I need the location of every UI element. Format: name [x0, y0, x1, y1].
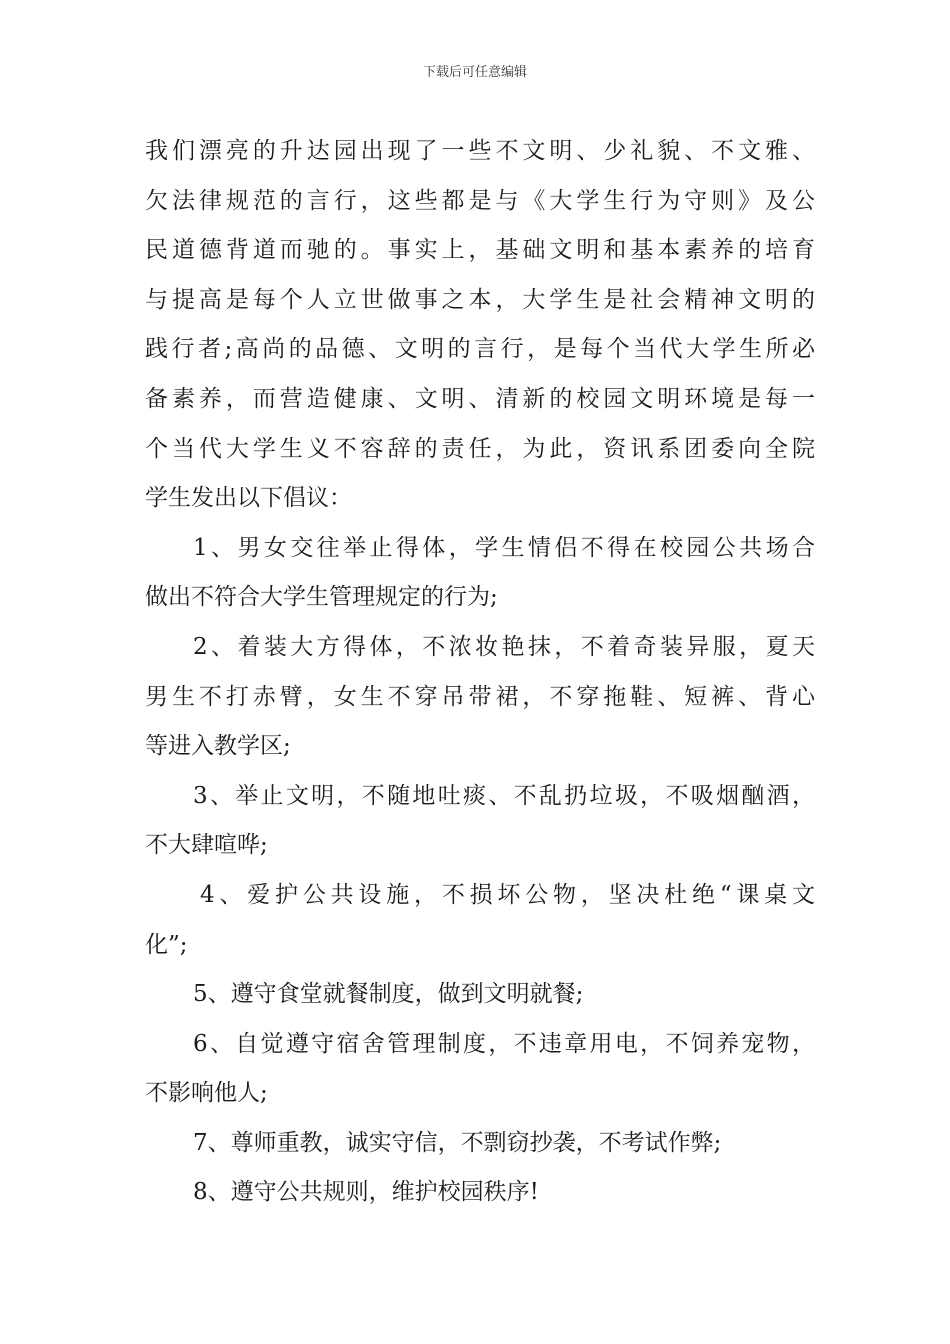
- proposal-item-4-cont: 化”;: [145, 931, 188, 958]
- proposal-item-5: 5、遵守食堂就餐制度，做到文明就餐;: [193, 981, 584, 1008]
- proposal-item-2: 2、着装大方得体，不浓妆艳抹，不着奇装异服，夏天: [193, 633, 815, 660]
- paragraph-line: 个当代大学生义不容辞的责任，为此，资讯系团委向全院: [145, 435, 815, 462]
- paragraph-line: 与提高是每个人立世做事之本，大学生是社会精神文明的: [145, 286, 815, 313]
- page-header: 下载后可任意编辑: [422, 65, 527, 80]
- proposal-item-4: 4、爱护公共设施，不损坏公物，坚决杜绝“课桌文: [200, 881, 815, 908]
- paragraph-line: 欠法律规范的言行，这些都是与《大学生行为守则》及公: [145, 187, 815, 214]
- proposal-item-7: 7、尊师重教，诚实守信，不剽窃抄袭，不考试作弊;: [193, 1129, 722, 1156]
- proposal-item-3: 3、举止文明，不随地吐痰、不乱扔垃圾，不吸烟酗酒，: [193, 782, 815, 809]
- paragraph-line: 践行者;高尚的品德、文明的言行，是每个当代大学生所必: [145, 336, 815, 363]
- proposal-item-1: 1、男女交往举止得体，学生情侣不得在校园公共场合: [193, 534, 815, 561]
- proposal-item-2-cont: 男生不打赤臂，女生不穿吊带裙，不穿拖鞋、短裤、背心: [145, 683, 815, 710]
- proposal-item-6-cont: 不影响他人;: [145, 1080, 268, 1107]
- paragraph-line: 民道德背道而驰的。事实上，基础文明和基本素养的培育: [145, 237, 815, 264]
- paragraph-line: 我们漂亮的升达园出现了一些不文明、少礼貌、不文雅、: [145, 138, 815, 164]
- proposal-item-3-cont: 不大肆喧哗;: [145, 832, 268, 859]
- proposal-item-8: 8、遵守公共规则，维护校园秩序!: [193, 1179, 539, 1206]
- proposal-item-2-cont: 等进入教学区;: [145, 733, 291, 760]
- proposal-item-1-cont: 做出不符合大学生管理规定的行为;: [145, 584, 498, 611]
- paragraph-line: 备素养，而营造健康、文明、清新的校园文明环境是每一: [145, 385, 815, 412]
- paragraph-line: 学生发出以下倡议：: [145, 485, 352, 512]
- proposal-item-6: 6、自觉遵守宿舍管理制度，不违章用电，不饲养宠物，: [193, 1030, 815, 1057]
- document-body: [145, 127, 815, 1218]
